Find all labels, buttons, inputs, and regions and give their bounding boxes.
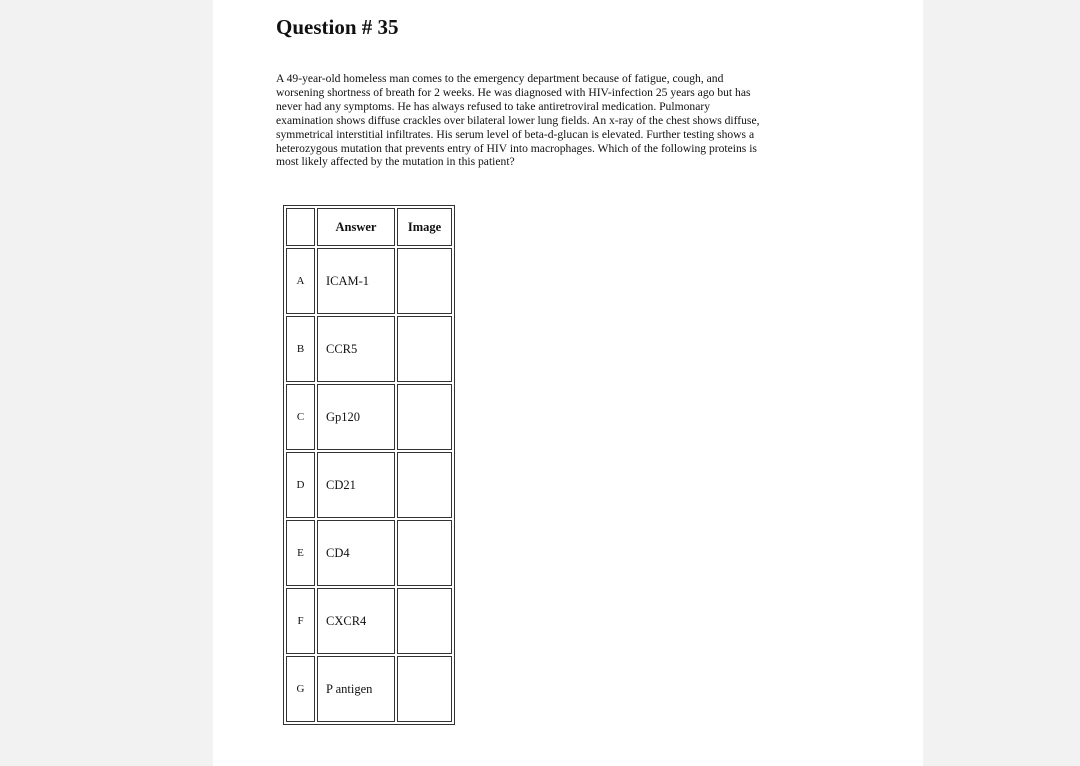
answer-table bbox=[283, 205, 455, 725]
stem-line: A 49-year-old homeless man comes to the emergency department because of fatigue, cough, and bbox=[276, 72, 724, 85]
question-stem bbox=[276, 72, 876, 169]
stem-line: heterozygous mutation that prevents entry of HIV into macrophages. Which of the following proteins is bbox=[276, 141, 757, 155]
answer-text: CD4 bbox=[317, 520, 395, 586]
answer-row-c[interactable] bbox=[286, 384, 452, 450]
answer-letter: D bbox=[286, 452, 315, 518]
answer-image-cell bbox=[397, 520, 452, 586]
answer-image-cell bbox=[397, 316, 452, 382]
header-answer: Answer bbox=[317, 208, 395, 246]
answer-row-g[interactable] bbox=[286, 656, 452, 722]
stem-line: most likely affected by the mutation in this patient? bbox=[276, 155, 515, 169]
answer-row-d[interactable] bbox=[286, 452, 452, 518]
answer-image-cell bbox=[397, 588, 452, 654]
answer-letter: F bbox=[286, 588, 315, 654]
stem-line: examination shows diffuse crackles over bilateral lower lung fields. An x-ray of the chest shows diffuse, bbox=[276, 113, 760, 127]
question-title: Question # 35 bbox=[276, 15, 399, 39]
answer-image-cell bbox=[397, 384, 452, 450]
answer-image-cell bbox=[397, 248, 452, 314]
answer-letter: E bbox=[286, 520, 315, 586]
answer-text: CD21 bbox=[317, 452, 395, 518]
answer-row-e[interactable] bbox=[286, 520, 452, 586]
answer-text: CCR5 bbox=[317, 316, 395, 382]
answer-letter: A bbox=[286, 248, 315, 314]
answer-letter: B bbox=[286, 316, 315, 382]
answer-text: Gp120 bbox=[317, 384, 395, 450]
answer-letter: G bbox=[286, 656, 315, 722]
answer-text: ICAM-1 bbox=[317, 248, 395, 314]
answer-row-f[interactable] bbox=[286, 588, 452, 654]
answer-row-a[interactable] bbox=[286, 248, 452, 314]
answer-text: CXCR4 bbox=[317, 588, 395, 654]
header-image: Image bbox=[397, 208, 452, 246]
table-header-row bbox=[286, 208, 452, 246]
answer-image-cell bbox=[397, 656, 452, 722]
answer-row-b[interactable] bbox=[286, 316, 452, 382]
answer-text: P antigen bbox=[317, 656, 395, 722]
answer-letter: C bbox=[286, 384, 315, 450]
stem-line: never had any symptoms. He has always refused to take antiretroviral medication. Pulmonary bbox=[276, 99, 710, 113]
stem-line: worsening shortness of breath for 2 weeks. He was diagnosed with HIV-infection 25 years ago but has bbox=[276, 85, 751, 99]
stem-line: symmetrical interstitial infiltrates. His serum level of beta-d-glucan is elevated. Further testing shows a bbox=[276, 127, 755, 141]
header-letter bbox=[286, 208, 315, 246]
answer-image-cell bbox=[397, 452, 452, 518]
